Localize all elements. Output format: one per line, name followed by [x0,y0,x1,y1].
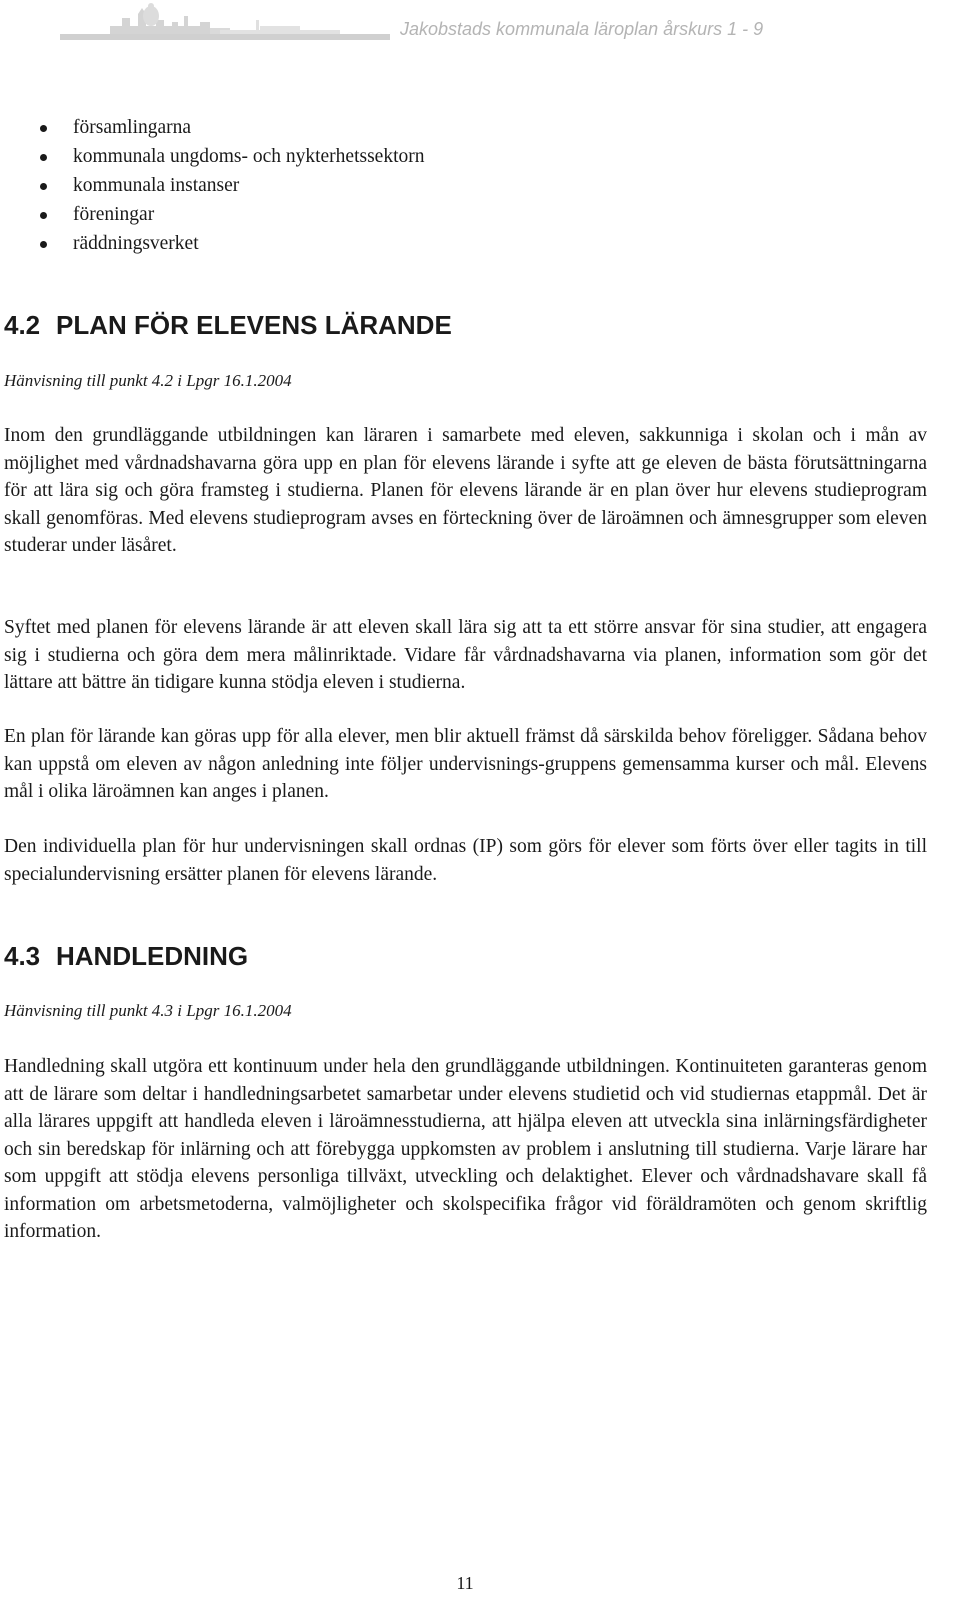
document-title: Jakobstads kommunala läroplan årskurs 1 - 9 [400,19,764,39]
paragraph: Inom den grundläggande utbildningen kan läraren i samarbete med eleven, sakkunniga i skolan och i mån av möjlighet med vårdnadshavarna göra upp en plan för elevens lärande i syfte att ge eleven de bästa förutsättningarna för att lära sig och göra framsteg i studierna. Planen för elevens lärande är en plan över hur elevens studieprogram skall genomföras. Med elevens studieprogram avses en förteckning över de läroämnen och ämnesgrupper som eleven studerar under läsåret. [4,425,927,556]
list-item: kommunala instanser [40,171,424,200]
section-number: 4.3 [4,941,41,971]
bullet-icon [40,154,47,161]
bullet-icon [40,241,47,248]
page-header [0,0,960,50]
section-number: 4.2 [4,310,41,340]
list-item: kommunala ungdoms- och nykterhetssektorn [40,142,424,171]
section-reference: Hänvisning till punkt 4.3 i Lpgr 16.1.2004 [4,1001,292,1020]
paragraph: Den individuella plan för hur undervisningen skall ordnas (IP) som görs för elever som förts över eller tagits in till specialundervisning ersätter planen för elevens lärande. [4,836,927,885]
bullet-list [40,113,424,258]
section-title: PLAN FÖR ELEVENS LÄRANDE [56,310,452,340]
section-reference: Hänvisning till punkt 4.2 i Lpgr 16.1.2004 [4,371,292,390]
list-item: räddningsverket [40,229,424,258]
bullet-icon [40,125,47,132]
paragraph: Handledning skall utgöra ett kontinuum under hela den grundläggande utbildningen. Kontinuiteten garanteras genom att de lärare som deltar i handledningsarbetet samarbetar under elevens studietid och vid studiernas etappmål. Det är alla lärares uppgift att handleda eleven i läroämnesstudierna, att hjälpa eleven att utveckla sina inlärningsfärdigheter och sin beredskap för inlärning och att förebygga uppkomsten av problem i anslutning till studierna. Varje lärare har som uppgift att stödja elevens personliga tillväxt, utveckling och delaktighet. Elever och vårdnadshavare skall få information om arbetsmetoderna, valmöjligheter och skolspecifika frågor vid föräldramöten och genom skriftlig information. [4,1056,927,1242]
list-item: föreningar [40,200,424,229]
section-heading-4-3 [4,941,248,972]
paragraph: Syftet med planen för elevens lärande är att eleven skall lära sig att ta ett större ansvar för sina studier, att engagera sig i studierna och göra dem mera målinriktade. Vidare får vårdnadshavarna via planen, information som gör det lättare att bättre än tidigare kunna stödja eleven i studierna. [4,617,927,693]
section-heading-4-2 [4,310,452,341]
page-number: 11 [456,1573,474,1593]
bullet-icon [40,183,47,190]
section-title: HANDLEDNING [56,941,249,971]
list-item: församlingarna [40,113,424,142]
bullet-icon [40,212,47,219]
paragraph: En plan för lärande kan göras upp för alla elever, men blir aktuell främst då särskilda behov föreligger. Sådana behov kan uppstå om eleven av någon anledning inte följer undervisnings-gruppens gemensamma kurser och mål. Elevens mål i olika läroämnen kan anges i planen. [4,726,927,802]
town-skyline-logo [60,0,390,42]
